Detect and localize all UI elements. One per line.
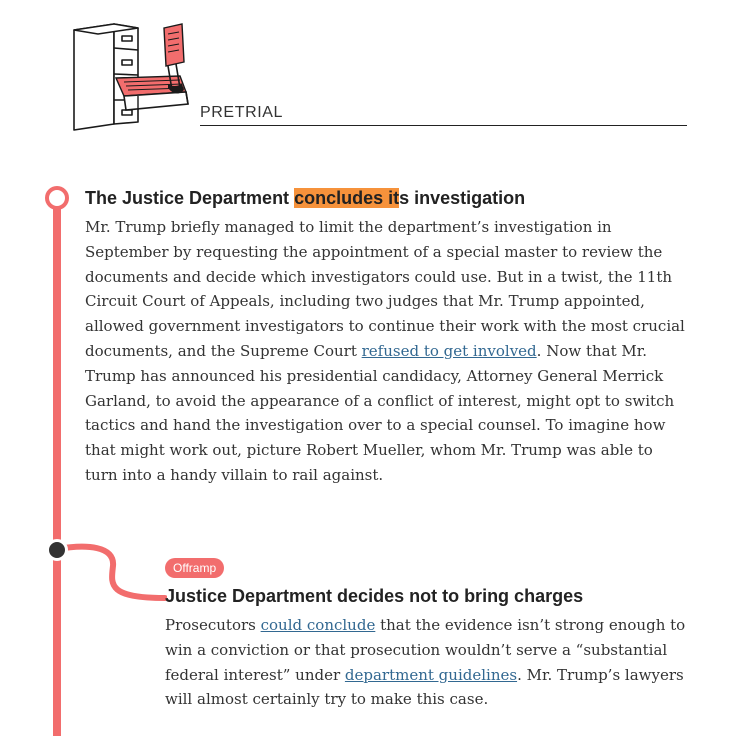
could-conclude-link[interactable]: could conclude <box>260 616 376 634</box>
timeline-node-branch <box>46 539 68 561</box>
refused-to-get-involved-link[interactable]: refused to get involved <box>361 341 537 360</box>
title-highlight: concludes it <box>294 188 400 208</box>
offramp-badge: Offramp <box>165 558 224 578</box>
timeline-node-open <box>45 186 69 210</box>
file-cabinet-icon <box>68 18 196 134</box>
department-guidelines-link[interactable]: department guidelines <box>344 665 518 684</box>
offramp-branch-curve <box>57 540 167 606</box>
event-title: The Justice Department concludes its investigation <box>85 188 526 208</box>
timeline-line <box>53 197 61 736</box>
event-body: Mr. Trump briefly managed to limit the department’s investigation in September by requesting the appointment of a special master to review the documents and decide which investigators could use. But in a twist, the 11th Circuit Court of Appeals, including two judges that Mr. Trump appointed, allowed government investigators to continue their work with the most crucial documents, and the Supreme Court refused to get involved. Now that Mr. Trump has announced his presidential candidacy, Attorney General Merrick Garland, to avoid the appearance of a conflict of interest, might opt to switch tactics and hand the investigation over to a special counsel. To imagine how that might work out, picture Robert Mueller, whom Mr. Trump was able to turn into a handy villain to rail against. <box>85 218 685 484</box>
offramp-body: Prosecutors could conclude that the evidence isn’t strong enough to win a conviction or that prosecution wouldn’t serve a “substantial federal interest” under department guidelines. Mr. Trump’s lawyers will almost certainly try to make this case. <box>165 616 686 709</box>
offramp-title: Justice Department decides not to bring charges <box>165 586 584 606</box>
section-label: PRETRIAL <box>200 104 687 126</box>
